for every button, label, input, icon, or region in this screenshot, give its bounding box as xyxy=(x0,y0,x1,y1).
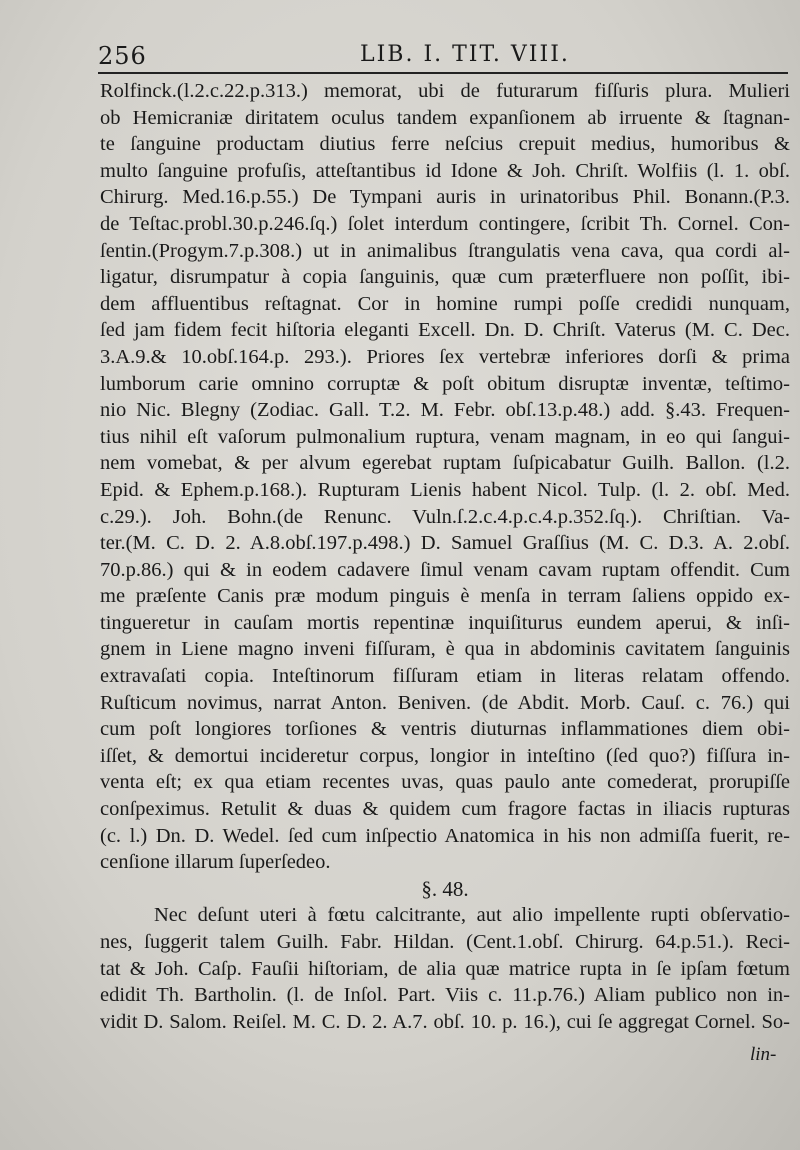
text-line: 3.A.9.& 10.obſ.164.p. 293.). Priores ſex vertebræ inferiores dorſi & prima xyxy=(100,345,790,368)
text-line: ob Hemicraniæ diritatem oculus tandem expanſionem ab irruente & ſtagnan- xyxy=(100,106,790,129)
text-line: conſpeximus. Retulit & duas & quidem cum fragore factas in iliacis rupturas xyxy=(100,798,790,821)
catchword: lin- xyxy=(750,1044,777,1065)
text-line: (c. l.) Dn. D. Wedel. ſed cum inſpectio Anatomica in his non admiſſa fuerit, re- xyxy=(100,824,790,847)
text-line: Chirurg. Med.16.p.55.) De Tympani auris in urinatoribus Phil. Bonann.(P.3. xyxy=(100,186,790,209)
text-line: cum poſt longiores torſiones & ventris diuturnas inflammationes diem obi- xyxy=(100,718,790,741)
running-head xyxy=(98,40,788,72)
text-line: tingueretur in cauſam mortis repentinæ inquiſiturus eundem aperui, & inſi- xyxy=(100,611,790,634)
text-line: Ruſticum novimus, narrat Anton. Beniven. (de Abdit. Morb. Cauſ. c. 76.) qui xyxy=(100,691,790,714)
text-line: Nec deſunt uteri à fœtu calcitrante, aut alio impellente rupti obſervatio- xyxy=(154,904,790,927)
text-line: venta eſt; ex qua etiam recentes uvas, quas paulo ante comederat, prorupiſſe xyxy=(100,771,790,794)
text-line: ter.(M. C. D. 2. A.8.obſ.197.p.498.) D. Samuel Graſſius (M. C. D.3. A. 2.obſ. xyxy=(100,532,790,555)
running-title: LIB. I. TIT. VIII. xyxy=(360,42,570,67)
section-heading: §. 48. xyxy=(421,876,469,901)
text-line: dem affluentibus reſtagnat. Cor in homine rumpi poſſe credidi nunquam, xyxy=(100,292,790,315)
text-line: me præſente Canis præ modum pinguis è menſa in terram ſaliens oppido ex- xyxy=(100,585,790,608)
text-line: cenſione illarum ſuperſedeo. xyxy=(100,851,331,874)
text-line: nes, ſuggerit talem Guilh. Fabr. Hildan. (Cent.1.obſ. Chirurg. 64.p.51.). Reci- xyxy=(100,931,790,953)
page-number: 256 xyxy=(98,42,147,70)
text-line: ligatur, disrumpatur à copia ſanguinis, quæ cum præterfluere non poſſit, ibi- xyxy=(100,266,790,289)
text-line: extravaſati copia. Inteſtinorum fiſſuram etiam in literas relatam offendo. xyxy=(100,665,790,688)
text-line: 70.p.86.) qui & in eodem cadavere ſimul venam cavam ruptam offendit. Cum xyxy=(100,558,790,581)
text-line: multo ſanguine profuſis, atteſtantibus id Idone & Joh. Chriſt. Wolfiis (l. 1. obſ. xyxy=(100,159,790,182)
text-line: de Teſtac.probl.30.p.246.ſq.) ſolet interdum contingere, ſcribit Th. Cornel. Con- xyxy=(100,212,790,235)
text-line: iſſet, & demortui incideretur corpus, longior in inteſtino (ſed quo?) fiſſura in- xyxy=(100,744,790,767)
text-line: tius nihil eſt vaſorum pulmonalium ruptura, venam magnam, in eo qui ſangui- xyxy=(100,425,790,448)
text-line: Epid. & Ephem.p.168.). Rupturam Lienis habent Nicol. Tulp. (l. 2. obſ. Med. xyxy=(100,478,790,501)
text-line: lumborum carie omnino corruptæ & poſt obitum disruptæ inventæ, teſtimo- xyxy=(100,372,790,395)
text-line: edidit Th. Bartholin. (l. de Inſol. Part. Viis c. 11.p.76.) Aliam publico non in- xyxy=(100,984,790,1007)
text-line: Rolfinck.(l.2.c.22.p.313.) memorat, ubi de futurarum fiſſuris plura. Mulieri xyxy=(100,80,790,102)
text-line: ſentin.(Progym.7.p.308.) ut in animalibus ſtrangulatis vena cava, qua cordi al- xyxy=(100,239,790,262)
text-line: te ſanguine productam diutius ferre neſcius crepuit medius, humoribus & xyxy=(100,133,790,156)
text-line: gnem in Liene magno inveni fiſſuram, è qua in abdominis cavitatem ſanguinis xyxy=(100,638,790,661)
text-line: tat & Joh. Caſp. Fauſii hiſtoriam, de alia quæ matrice rupta in ſe ipſam fœtum xyxy=(100,957,790,980)
text-line: nem vomebat, & per alvum egerebat ruptam ſuſpicabatur Guilh. Ballon. (l.2. xyxy=(100,452,790,475)
text-line: ſed jam fidem fecit hiſtoria eleganti Excell. Dn. D. Chriſt. Vaterus (M. C. Dec. xyxy=(100,319,790,342)
text-line: vidit D. Salom. Reiſel. M. C. D. 2. A.7. obſ. 10. p. 16.), cui ſe aggregat Cornel. So- xyxy=(100,1010,790,1033)
body-text xyxy=(100,78,790,1035)
header-rule xyxy=(98,72,788,74)
text-line: nio Nic. Blegny (Zodiac. Gall. T.2. M. Febr. obſ.13.p.48.) add. §.43. Frequen- xyxy=(100,399,790,422)
text-line: c.29.). Joh. Bohn.(de Renunc. Vuln.ſ.2.c.4.p.c.4.p.352.ſq.). Chriſtian. Va- xyxy=(100,505,790,528)
